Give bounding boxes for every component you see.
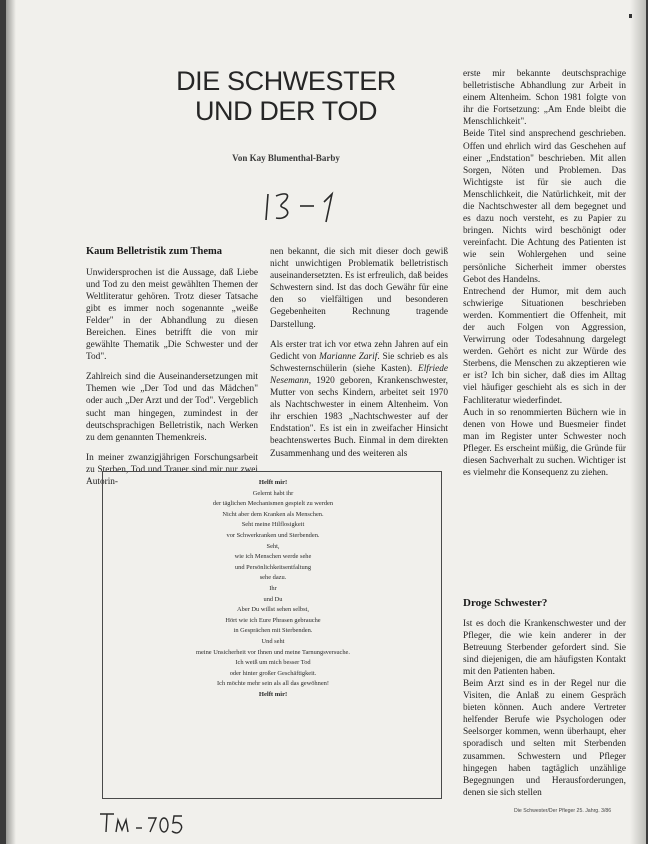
article-column-3 (463, 68, 626, 479)
poem-line: oder hinter großer Geschäftigkeit. (229, 669, 317, 677)
text-run: , 1920 geboren, Krankenschwester, Mutter von sechs Kindern, arbeitet seit 1970 als Nachtschwester in einem Altenheim. Von ihr erschien 1983 „Nachtschwester auf der Endstation". Es ist ein in zweifacher Hinsicht beachtenswertes Buch. Einmal in dem direkten Zusammenhang und des weiteren als (270, 375, 448, 459)
poem-line: Ich weiß um mich besser Tod (235, 659, 311, 667)
article-title: DIE SCHWESTER UND DER TOD (176, 66, 396, 126)
poem-line: meine Unsicherheit vor Ihnen und meine Tarnungsversuche. (195, 648, 350, 656)
handwritten-footer-mark (98, 806, 188, 836)
poem-title: Helft mir! (258, 479, 288, 486)
article-column-1 (86, 246, 258, 488)
paragraph (270, 339, 448, 460)
poem-line: Seht, (266, 542, 280, 550)
section-heading-kaum-belletristik: Kaum Belletristik zum Thema (86, 246, 223, 257)
paragraph: Ist es doch die Krankenschwester und der Pfleger, die wie kein anderer in der Betreuung Sterbender gefordert sind. Sie sind diejenigen, die am häufigsten Kontakt mit den Patienten haben. (463, 618, 626, 677)
page-footer: Die Schwester/Der Pfleger 25. Jahrg. 3/86 (514, 808, 612, 814)
paragraph: nen bekannt, die sich mit dieser doch gewiß nicht unwichtigen Problematik belletristisch auseinandersetzten. Es ist erfreulich, daß beides Schwestern sind. Ist das doch Gewähr für eine den so vielfältigen und besonderen Gegebenheiten Rechnung tragende Darstellung. (270, 247, 448, 330)
poem-line: Hört wie ich Eure Phrasen gebrauche (225, 616, 321, 624)
poem-line: vor Schwerkranken und Sterbenden. (226, 531, 320, 539)
article-column-2 (270, 246, 448, 460)
poem-line: in Gesprächen mit Sterbenden. (233, 627, 313, 635)
poem-line: Und seht (261, 637, 285, 645)
text-run: . Sie schrieb es als Schwesternschülerin (siehe Kasten). (270, 351, 449, 374)
poem-line: und Persönlichkeitsentfaltung (234, 563, 312, 571)
poem-line: Nicht aber dem Kranken als Menschen. (222, 510, 324, 518)
poem-line: Seht meine Hilflosigkeit (241, 521, 305, 529)
poem-line: Ihr (269, 584, 277, 592)
paragraph: Unwidersprochen ist die Aussage, daß Liebe und Tod zu den meist gewählten Themen der Weltliteratur gehören. Trotz dieser Tatsache gibt es immer noch sogenannte „weiße Felder" in der Abhandlung zu diesen Bereichen. Eines betrifft die von mir gewählte Thematik „Die Schwester und der Tod". (86, 267, 258, 363)
handwritten-annotation (256, 186, 346, 226)
poem-line: Aber Du willst sehen selbst, (237, 606, 309, 614)
poem-line: wie ich Menschen werde sehe (234, 553, 312, 561)
scan-mark (629, 14, 632, 18)
article-column-4 (463, 597, 626, 799)
paragraph: erste mir bekannte deutschsprachige belletristische Abhandlung zur Arbeit in einem Altenheim. Schon 1981 folgte von ihr die Fortsetzung: „Am Ende bleibt die Menschlichkeit". (463, 69, 626, 128)
poem (103, 478, 443, 700)
paragraph: Zahlreich sind die Auseinandersetzungen mit Themen wie „Der Tod und das Mädchen" oder auch „Der Arzt und der Tod". Vergeblich sucht man hingegen, zumindest in der deutschsprachigen Belletristik, nach Werken zu dem genannten Themenkreis. (86, 372, 258, 443)
poem-line: und Du (263, 595, 283, 603)
poem-box (102, 471, 442, 799)
paragraph: Auch in so renommierten Büchern wie in denen von Howe und Buesmeier findet man im Register unter Schwester noch Pfleger. Es erscheint müßig, die Gründe für diesen Sachverhalt zu suchen. Wichtiger ist es vielmehr die Konsequenz zu ziehen. (463, 407, 626, 479)
poem-line: Ich möchte mehr sein als all das gewöhnen! (217, 680, 329, 688)
section-heading-droge-schwester: Droge Schwester? (463, 597, 548, 609)
magazine-page (6, 0, 646, 844)
paragraph: Beide Titel sind ansprechend geschrieben. Offen und ehrlich wird das Geschehen auf einer „Endstation" beschrieben. Mit allen Sorgen, Nöten und Problemen. Das Wichtigste ist für sie auch die Menschlichkeit, die Natürlichkeit, mit der die Nachtschwester all dem begegnet und es dazu noch versteht, es zu Papier zu bringen. Nichts wird beschönigt oder vereinfacht. Die Achtung des Patienten ist wie sein Wohlergehen und seine persönliche Sicherheit immer oberstes Gebot des Handelns. (463, 129, 626, 285)
paragraph: Beim Arzt sind es in der Regel nur die Visiten, die Anlaß zu einem Gespräch bieten können. Auch andere Vertreter helfender Berufe wie Psychologen oder Seelsorger kommen, wenn überhaupt, eher sporadisch und selten mit Sterbenden zusammen. Schwestern und Pfleger hingegen haben tagtäglich unzählige Begegnungen und Herausforderungen, denen sie sich stellen (463, 678, 626, 798)
author-name: Marianne Zarif (319, 351, 378, 362)
page-gutter-shadow (6, 0, 16, 844)
page-edge-shadow (630, 0, 646, 844)
text-run: Als erster trat ich vor etwa zehn Jahren auf ein Gedicht von (270, 339, 448, 362)
poem-line: Gelernt habt ihr (252, 489, 294, 497)
article-byline: Von Kay Blumenthal-Barby (232, 153, 340, 163)
poem-line: sehe dazu. (259, 574, 287, 582)
paragraph: In meiner zwanzigjährigen Forschungsarbeit zu Sterben, Tod und Trauer sind mir nur zwei Autorin- (86, 452, 258, 487)
paragraph: Entrechend der Humor, mit dem auch schwierige Situationen beschrieben werden. Kommentiert die Offenheit, mit der auch Folgen von Aggression, Verwirrung oder Todesahnung dargelegt werden. Gehört es nicht zur Würde des Sterbens, die Menschen zu akzeptieren wie er ist? Ich bin sicher, daß dies im Alltag viel häufiger geschieht als es sich in der Fachliteratur wiederfindet. (463, 286, 626, 406)
author-name: Elfriede Nesemann (270, 363, 448, 386)
poem-line: Helft mir! (258, 690, 288, 698)
poem-line: der täglichen Mechanismen gespielt zu werden (212, 500, 334, 508)
